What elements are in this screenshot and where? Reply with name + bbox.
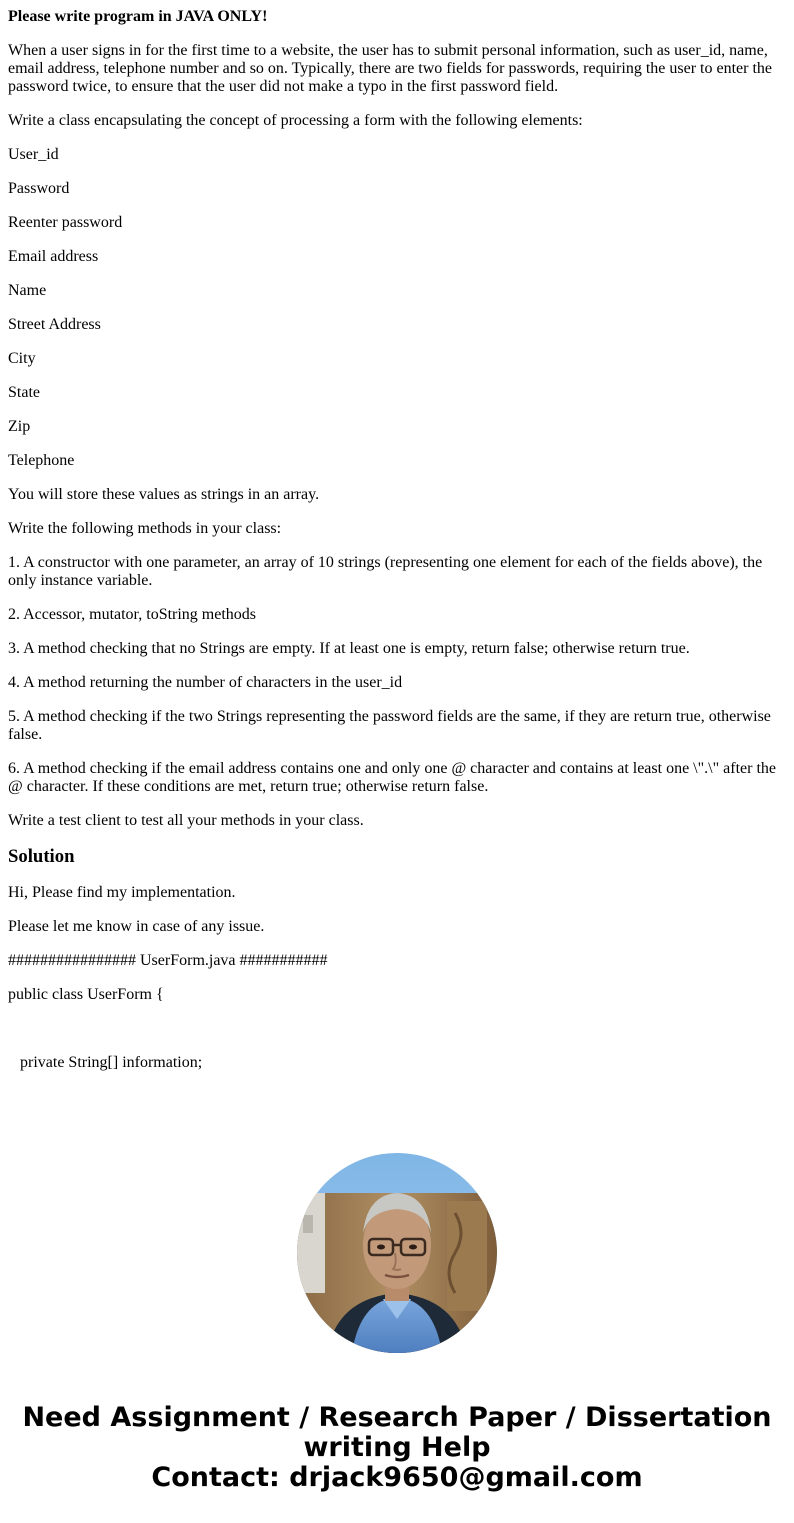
- document-body: [8, 8, 784, 1088]
- question-title: Please write program in JAVA ONLY!: [8, 8, 268, 25]
- solution-class-declaration: public class UserForm {: [8, 986, 164, 1003]
- solution-line-2: Please let me know in case of any issue.: [8, 918, 265, 935]
- solution-file-banner: ################ UserForm.java ###########: [8, 952, 328, 969]
- method-item-1: 1. A constructor with one parameter, an array of 10 strings (representing one element for each of the fields above), the only instance variable.: [8, 554, 763, 589]
- field-name: Name: [8, 282, 47, 299]
- field-street-address: Street Address: [8, 316, 101, 333]
- promo-line-2: writing Help: [303, 1432, 491, 1463]
- field-state: State: [8, 384, 40, 401]
- method-item-4: 4. A method returning the number of characters in the user_id: [8, 674, 403, 691]
- field-zip: Zip: [8, 418, 31, 435]
- promo-line-1: Need Assignment / Research Paper / Dissertation: [22, 1402, 772, 1433]
- author-avatar: [297, 1153, 497, 1353]
- solution-heading: Solution: [8, 846, 75, 867]
- test-note: Write a test client to test all your methods in your class.: [8, 812, 364, 829]
- methods-intro: Write the following methods in your class:: [8, 520, 282, 537]
- field-user-id: User_id: [8, 146, 59, 163]
- field-password: Password: [8, 180, 70, 197]
- portrait-image: [297, 1153, 497, 1353]
- method-item-2: 2. Accessor, mutator, toString methods: [8, 606, 257, 623]
- store-note: You will store these values as strings in an array.: [8, 486, 320, 503]
- blank-line: [8, 1020, 784, 1038]
- field-city: City: [8, 350, 36, 367]
- field-reenter-password: Reenter password: [8, 214, 123, 231]
- field-telephone: Telephone: [8, 452, 75, 469]
- solution-code-line: private String[] information;: [20, 1054, 203, 1071]
- method-item-3: 3. A method checking that no Strings are empty. If at least one is empty, return false; otherwise return true.: [8, 640, 690, 657]
- promo-banner: [0, 1403, 794, 1493]
- promo-contact: Contact: drjack9650@gmail.com: [151, 1462, 643, 1493]
- solution-line-1: Hi, Please find my implementation.: [8, 884, 236, 901]
- field-email-address: Email address: [8, 248, 99, 265]
- method-item-6: 6. A method checking if the email address contains one and only one @ character and contains at least one \".\" after the @ character. If these conditions are met, return true; otherwise return false.: [8, 760, 776, 795]
- question-intro: When a user signs in for the first time to a website, the user has to submit personal information, such as user_id, name, email address, telephone number and so on. Typically, there are two fields for passwords, requiring the user to enter the password twice, to ensure that the user did not make a typo in the first password field.: [8, 42, 772, 95]
- method-item-5: 5. A method checking if the two Strings representing the password fields are the same, if they are return true, otherwise false.: [8, 708, 771, 743]
- question-task: Write a class encapsulating the concept of processing a form with the following elements:: [8, 112, 583, 129]
